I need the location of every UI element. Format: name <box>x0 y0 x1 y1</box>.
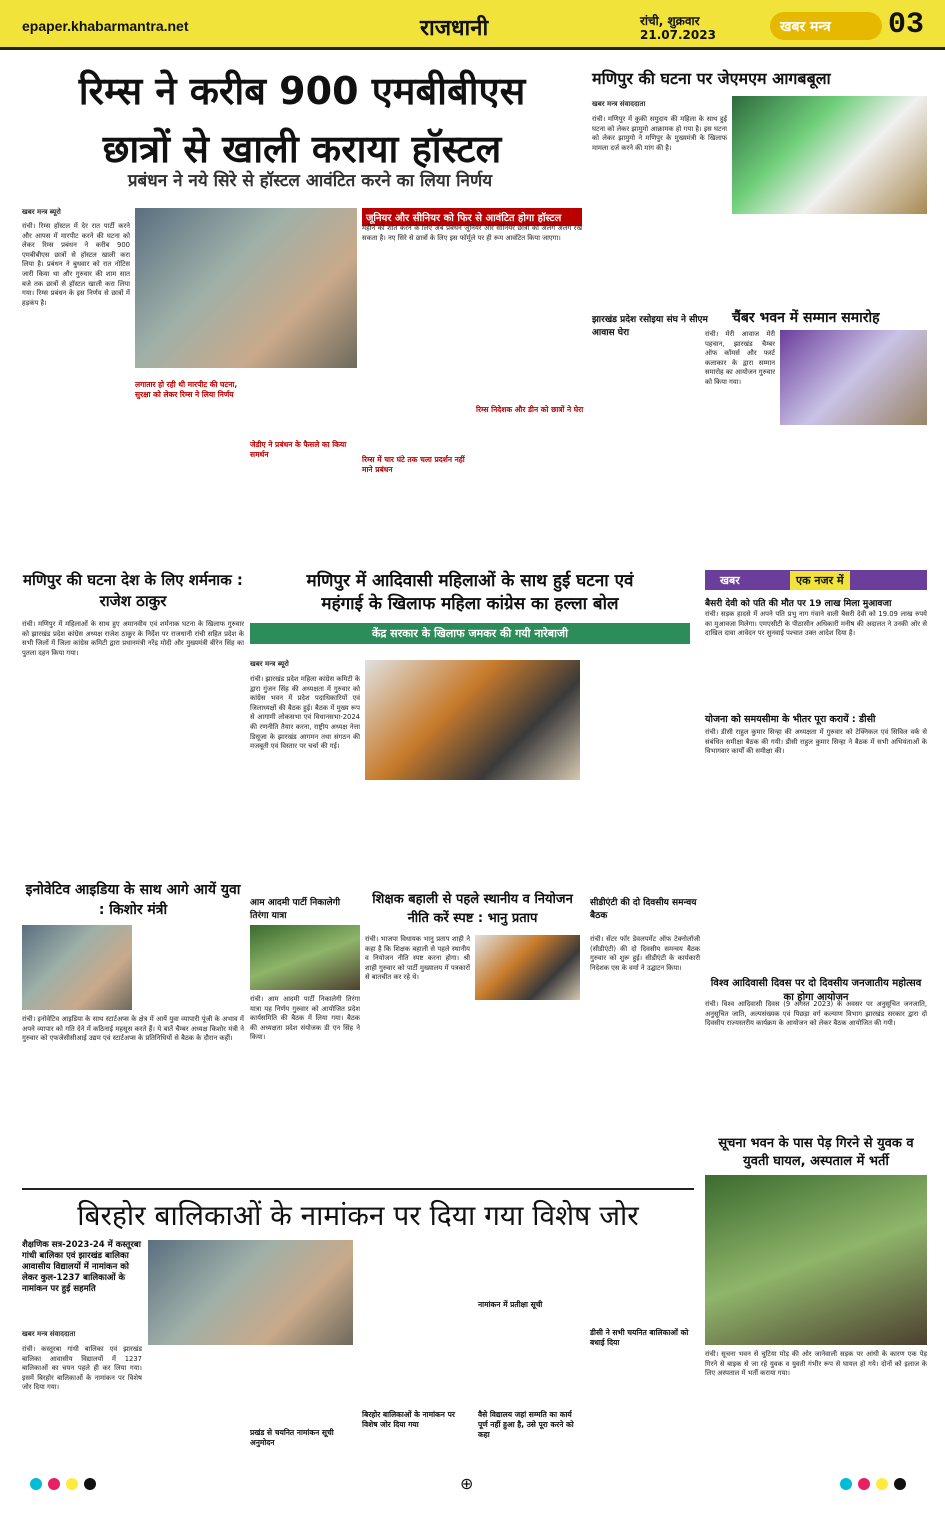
birhor-sub-2: बिरहोर बालिकाओं के नामांकन पर विशेष जोर दिया गया <box>362 1410 455 1429</box>
jmm-byline: खबर मन्त्र संवाददाता <box>592 100 646 108</box>
date: 21.07.2023 <box>640 28 716 42</box>
main-body: रांची। रिम्स हॉस्टल में देर रात पार्टी करने और आपस में मारपीट करने की घटना को लेकर रिम्स प्रबंधन ने करीब 900 एमबीबीएस छात्रों से हॉस्टल खाली करा लिया है। प्रबंधन ने बुधवार को रात नोटिस जारी किया था और गुरुवार की शाम सात बजे तक छात्रों से हॉस्टल खाली करा लिया गया। रिम्स प्रबंधन के इस निर्णय से छात्रों में हड़कंप है। <box>22 222 130 307</box>
tree-body: रांची। सूचना भवन से चुटिया मोड़ की ओर जानेवाली सड़क पर आंधी के कारण एक पेड़ गिरने से बाइक से जा रहे युवक व युवती गंभीर रूप से घायल हो गये। दोनों को इलाज के लिए अस्पताल में भर्ती कराया गया। <box>705 1350 927 1378</box>
divider <box>22 1188 694 1190</box>
sidbi-body: रांची। सेंटर फॉर डेवलपमेंट ऑफ टेक्नोलॉजी (सीडीएंटी) की दो दिवसीय समन्वय बैठक गुरुवार को शुरू हुई। सीडीएंटी के कार्यकारी निदेशक एस के वर्मा ने उद्घाटन किया। <box>590 935 700 972</box>
kishore-photo <box>22 925 132 1010</box>
black-dot <box>84 1478 96 1490</box>
ewg-b2: रांची। डीसी राहुल कुमार सिन्हा की अध्यक्षता में गुरुवार को टेक्निकल एवं सिविल वर्क से संबंधित समीक्षा बैठक की गयी। डीसी राहुल कुमार सिन्हा ने बैठक में सभी अभियंताओं के विभागवार कार्यों की समीक्षा की। <box>705 728 927 756</box>
city-day: रांची, शुक्रवार <box>640 14 700 28</box>
brand-logo: खबर मन्त्र <box>770 12 882 40</box>
main-box-body: महीने को शांत करने के लिए अब प्रबंधन जूनियर और सीनियर छात्रों को अलग अलग रख सकता है। नए सिरे से छात्रों के लिए इस फॉर्मूले पर ही रूम आवंटित किया जाएगा। <box>362 224 582 242</box>
main-box-title: जूनियर और सीनियर को फिर से आवंटित होगा हॉस्टल <box>362 208 582 226</box>
ewg-title: एक नजर में <box>790 571 850 590</box>
kishore-body: रांची। इनोवेटिव आइडिया के साथ स्टार्टअप्स के क्षेत्र में आयें युवा व्यापारी पूंजी के अभाव में अपने व्यापार को गति देने में कठिनाई महसूस करते हैं। ये बातें चैम्बर अध्यक्ष किशोर मंत्री ने गुरुवार को एफजेसीसीआई उद्यम एवं स्टार्टअप्स के प्रतिनिधियों से बैठक के दौरान कहीं। <box>22 1015 244 1043</box>
cyan-dot <box>30 1478 42 1490</box>
section-title: राजधानी <box>420 16 489 41</box>
thakur-headline: मणिपुर की घटना देश के लिए शर्मनाक : राजेश ठाकुर <box>23 571 243 610</box>
black-dot <box>894 1478 906 1490</box>
aap-headline: आम आदमी पार्टी निकालेगी तिरंगा यात्रा <box>250 898 341 921</box>
color-bar-right <box>840 1478 906 1490</box>
chamber-photo <box>780 330 927 425</box>
jmm-headline: मणिपुर की घटना पर जेएमएम आगबबूला <box>592 69 831 88</box>
ewg-h1: बैसरी देवी को पति की मौत पर 19 लाख मिला मुआवजा <box>705 599 892 609</box>
birhor-sub-1: नामांकन में प्रतीक्षा सूची <box>478 1300 543 1309</box>
site-url[interactable]: epaper.khabarmantra.net <box>22 18 189 34</box>
birhor-headline: बिरहोर बालिकाओं के नामांकन पर दिया गया विशेष जोर <box>77 1199 639 1232</box>
chamber-body: रांची। मेरी आवाज मेरी पहचान, झारखंड चैम्बर ऑफ कॉमर्स और फर्स्ट कलाकार के द्वारा सम्मान समारोह का आयोजन गुरुवार को किया गया। <box>705 330 775 386</box>
main-headline <box>22 62 582 178</box>
date-block <box>640 14 716 42</box>
tribal-headline: विश्व आदिवासी दिवस पर दो दिवसीय जनजातीय महोत्सव का होगा आयोजन <box>710 978 922 1003</box>
main-photo <box>135 208 357 368</box>
tree-photo <box>705 1175 927 1345</box>
yellow-dot <box>66 1478 78 1490</box>
birhor-deck: शैक्षणिक सत्र-2023-24 में कस्तूरबा गांधी बालिका एवं झारखंड बालिका आवासीय विद्यालयों में नामांकन को लेकर कुल-1237 बालिकाओं के नामांकन पर हुई सहमति <box>22 1240 141 1294</box>
main-headline-line2: छात्रों से खाली कराया हॉस्टल <box>102 127 502 171</box>
congress-byline: खबर मन्त्र ब्यूरो <box>250 660 289 668</box>
congress-photo <box>365 660 580 780</box>
bhanu-photo <box>475 935 580 1000</box>
congress-headline <box>250 570 690 616</box>
main-byline: खबर मन्त्र ब्यूरो <box>22 208 61 216</box>
bhanu-headline: शिक्षक बहाली से पहले स्थानीय व नियोजन नीति करें स्पष्ट : भानु प्रताप <box>372 892 573 926</box>
bhanu-body: रांची। भाजपा विधायक भानु प्रताप शाही ने कहा है कि शिक्षक बहाली से पहले स्थानीय व नियोजन नीति स्पष्ट करना होगा। श्री शाही गुरुवार को पार्टी मुख्यालय में पत्रकारों से बातचीत कर रहे थे। <box>365 935 470 982</box>
birhor-sub-4: वैसे विद्यालय जहां सम्मति का कार्य पूर्ण नहीं हुआ है, उसे पूरा करने को कहा <box>478 1410 574 1439</box>
page-number: 03 <box>888 8 925 42</box>
jmm-photo <box>732 96 927 214</box>
registration-mark-icon: ⊕ <box>460 1474 474 1493</box>
congress-body: रांची। झारखंड प्रदेश महिला कांग्रेस कमिटी के द्वारा गुंजन सिंह की अध्यक्षता में गुरुवार को कांग्रेस भवन में प्रदेश पदाधिकारियों एवं जिलाध्यक्षों की बैठक हुई। बैठक में मुख्य रूप से आगामी लोकसभा एवं विधानसभा-2024 की रणनीति तैयार करना, राष्ट्रीय अध्यक्ष नेत्ता डिसूजा के झारखंड आगमन तथा संगठन की मजबूती एवं विस्तार पर चर्चा की गई। <box>250 675 360 751</box>
congress-headline-line1: मणिपुर में आदिवासी महिलाओं के साथ हुई घटना एवं <box>306 571 634 591</box>
thakur-body: रांची। मणिपुर में महिलाओं के साथ हुए अमानवीय एवं शर्मनाक घटना के खिलाफ गुरुवार को झारखंड प्रदेश कांग्रेस अध्यक्ष राजेश ठाकुर के निर्देश पर राजधानी रांची सहित प्रदेश के सभी जिलों में जिला कांग्रेस कमिटी द्वारा प्रधानमंत्री नरेंद्र मोदी और मुख्यमंत्री बीरेन सिंह का पुतला दहन किया गया। <box>22 620 244 657</box>
congress-headline-line2: महंगाई के खिलाफ महिला कांग्रेस का हल्ला बोल <box>321 594 619 614</box>
main-sub-2: जेडीए ने प्रबंधन के फैसले का किया समर्थन <box>250 440 347 459</box>
cyan-dot <box>840 1478 852 1490</box>
ewg-b1: रांची। सड़क हादसे में अपने पति प्रभु नाग गंवाने वाली बैसरी देवी को 19.09 लाख रुपये का मुआवजा मिलेगा। एमएसीटी के पीठासीन अधिकारी मनीष की अदालत ने उनकी ओर से दाखिल दावा आवेदन पर सुनवाई पश्चात उक्त आदेश दिया है। <box>705 610 927 638</box>
aap-body: रांची। आम आदमी पार्टी निकालेगी तिरंगा यात्रा यह निर्णय गुरुवार को आयोजित प्रदेश कार्यसमिति की बैठक में लिया गया। बैठक की अध्यक्षता प्रदेश संयोजक डी एन सिंह ने किया। <box>250 995 360 1042</box>
main-sub-1: लगातार हो रही थी मारपीट की घटना, सुरक्षा को लेकर रिम्स ने लिया निर्णय <box>135 380 238 399</box>
jmm-sub: झारखंड प्रदेश रसोइया संघ ने सीएम आवास घेरा <box>592 315 708 338</box>
aap-photo <box>250 925 360 990</box>
birhor-photo <box>148 1240 353 1345</box>
sidbi-headline: सीडीएंटी की दो दिवसीय समन्वय बैठक <box>590 898 697 921</box>
tribal-body: रांची। विश्व आदिवासी दिवस (9 अगस्त 2023) के अवसर पर अनुसूचित जनजाति, अनुसूचित जाति, अल्पसंख्यक एवं पिछड़ा वर्ग कल्याण विभाग झारखंड सरकार द्वारा दो दिवसीय राज्यस्तरीय कार्यक्रम के आयोजन को लेकर बैठक आयोजित की गयी। <box>705 1000 927 1028</box>
magenta-dot <box>48 1478 60 1490</box>
chamber-headline: चैंबर भवन में सम्मान समारोह <box>732 310 880 326</box>
tree-headline: सूचना भवन के पास पेड़ गिरने से युवक व युवती घायल, अस्पताल में भर्ती <box>718 1136 914 1169</box>
birhor-byline: खबर मन्त्र संवाददाता <box>22 1330 76 1338</box>
birhor-body: रांची। कस्तूरबा गांधी बालिका एवं झारखंड बालिका आवासीय विद्यालयों में 1237 बालिकाओं का चयन पहले ही कर लिया गया। इसमें बिरहोर बालिकाओं के नामांकन पर विशेष जोर दिया गया। <box>22 1345 142 1392</box>
color-bar-left <box>30 1478 96 1490</box>
magenta-dot <box>858 1478 870 1490</box>
jmm-body: रांची। मणिपुर में कुकी समुदाय की महिला के साथ हुई घटना को लेकर झामुमो आक्रामक हो गया है। इस घटना को लेकर झामुमो ने मणिपुर के मुख्यमंत्री के खिलाफ मामला दर्ज करने की मांग की है। <box>592 115 727 152</box>
main-headline-line1: रिम्स ने करीब 900 एमबीबीएस <box>78 69 526 113</box>
main-sub-4: रिम्स निदेशक और डीन को छात्रों ने घेरा <box>476 405 584 414</box>
ewg-h2: योजना को समयसीमा के भीतर पूरा करायें : डीसी <box>705 714 876 725</box>
yellow-dot <box>876 1478 888 1490</box>
birhor-sub-5: डीसी ने सभी चयनित बालिकाओं को बधाई दिया <box>590 1328 689 1347</box>
main-subhead: प्रबंधन ने नये सिरे से हॉस्टल आवंटित करने का लिया निर्णय <box>127 171 493 191</box>
kishore-headline: इनोवेटिव आइडिया के साथ आगे आयें युवा : किशोर मंत्री <box>25 882 241 918</box>
ewg-label: खबर <box>720 574 740 587</box>
main-sub-3: रिम्स में चार घंटे तक चला प्रदर्शन नहीं माने प्रबंधन <box>362 455 465 474</box>
birhor-sub-3: प्रखंड से चयनित नामांकन सूची अनुमोदन <box>250 1428 334 1447</box>
congress-strip: केंद्र सरकार के खिलाफ जमकर की गयी नारेबाजी <box>250 623 690 644</box>
